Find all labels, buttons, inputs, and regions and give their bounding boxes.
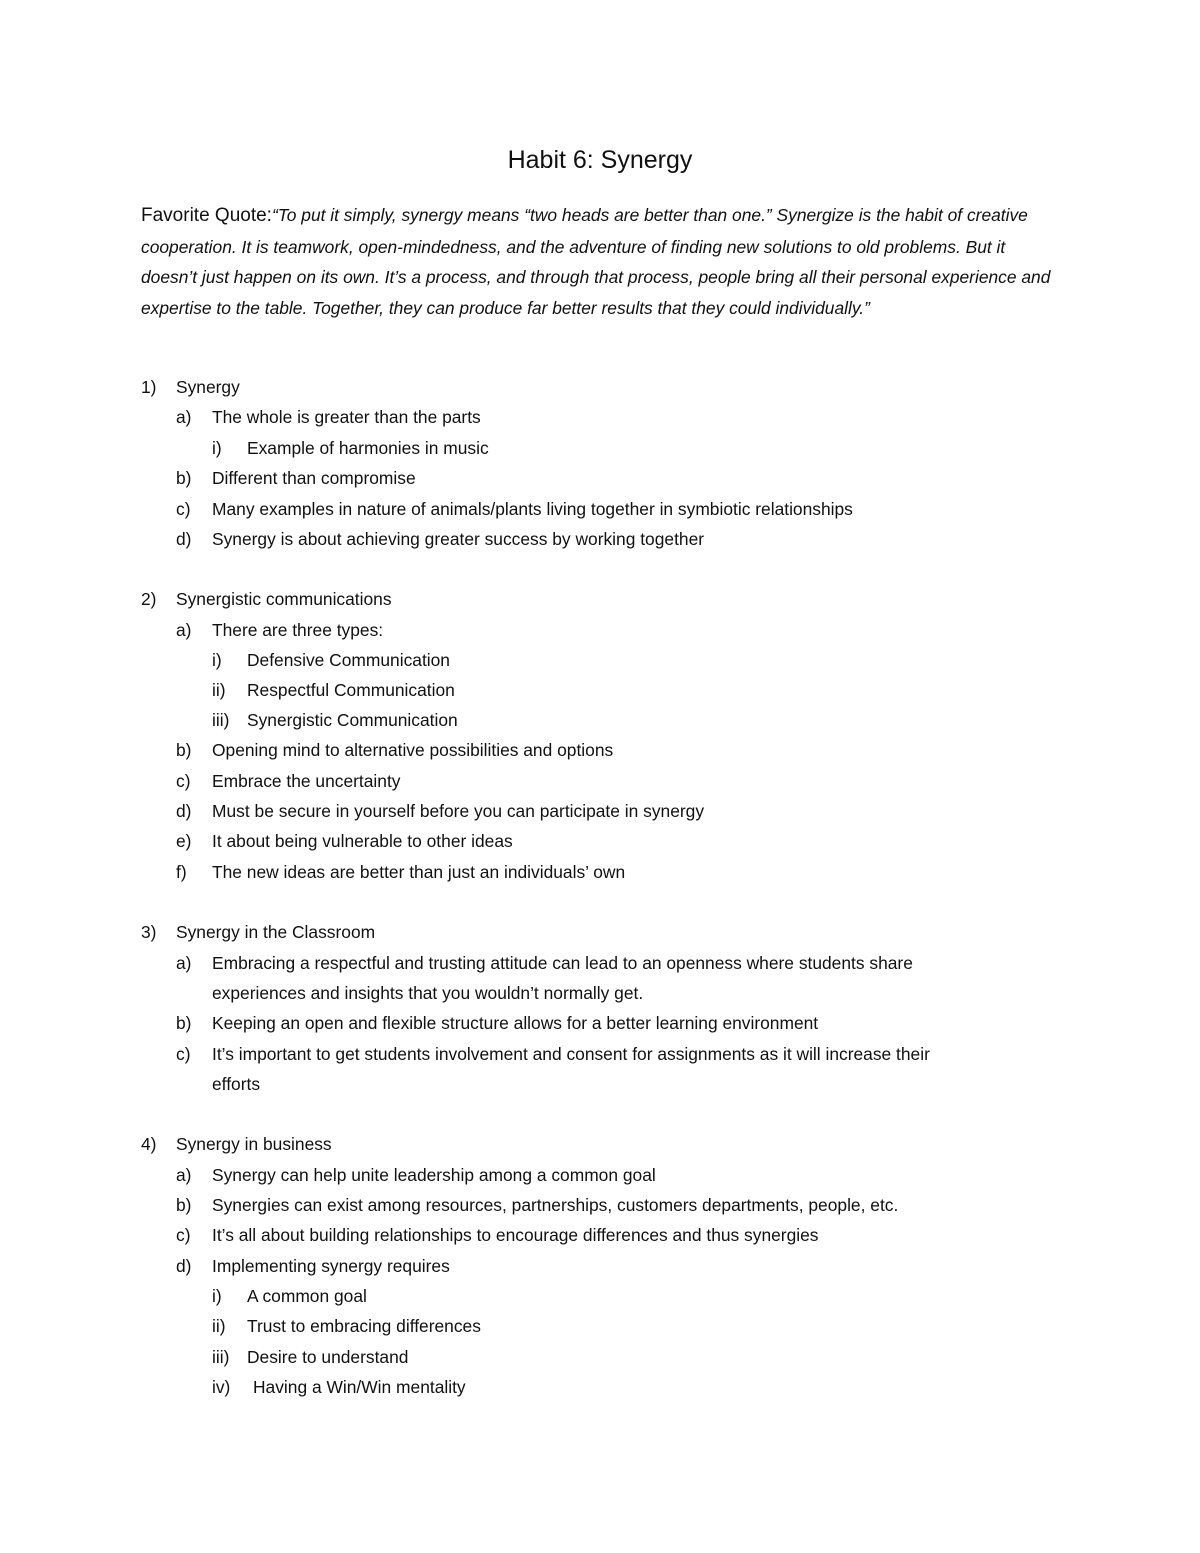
list-item-label: c) [176,499,191,519]
sub-list-item-label: iii) [212,710,230,730]
list-item-label: c) [176,1044,191,1064]
sub-list-item-text: A common goal [247,1286,367,1306]
list-item-text: Synergy is about achieving greater success by working together [212,529,705,549]
section-title: Synergy [176,377,240,397]
quote-label: Favorite Quote: [141,205,272,226]
sub-list-item-label: ii) [212,680,226,700]
list-item-text: Many examples in nature of animals/plants living together in symbiotic relationships [212,499,853,519]
list-item-label: d) [176,529,192,549]
favorite-quote [141,200,1066,323]
sub-list-item-text: Respectful Communication [247,680,455,700]
list-item-label: b) [176,740,192,760]
list-item-label: e) [176,831,192,851]
list-item-label: b) [176,468,192,488]
section-number: 2) [141,589,157,609]
list-item-label: c) [176,1225,191,1245]
list-item-label: f) [176,862,187,882]
list-item-text: It’s all about building relationships to encourage differences and thus synergies [212,1225,819,1245]
list-item-text: It’s important to get students involvement and consent for assignments as it will increase their [212,1044,930,1064]
section-number: 1) [141,377,157,397]
list-item-continuation: experiences and insights that you wouldn’t normally get. [212,983,644,1003]
sub-list-item-label: i) [212,1286,222,1306]
section-title: Synergy in the Classroom [176,922,376,942]
sub-list-item-text: Desire to understand [247,1347,409,1367]
list-item-label: a) [176,620,192,640]
list-item-text: The new ideas are better than just an individuals’ own [212,862,626,882]
section-number: 3) [141,922,157,942]
sub-list-item-text: Example of harmonies in music [247,438,489,458]
page-title: Habit 6: Synergy [507,146,693,174]
list-item-label: c) [176,771,191,791]
sub-list-item-text: Having a Win/Win mentality [253,1377,466,1397]
list-item-text: Opening mind to alternative possibilities and options [212,740,614,760]
list-item-text: Embrace the uncertainty [212,771,401,791]
list-item-text: Embracing a respectful and trusting attitude can lead to an openness where students share [212,953,913,973]
list-item-text: There are three types: [212,620,384,640]
list-item-label: d) [176,801,192,821]
sub-list-item-label: i) [212,438,222,458]
quote-text: “To put it simply, synergy means “two heads are better than one.” Synergize is the habit of creative cooperation. It is teamwork, open-mindedness, and the adventure of finding new solutions to old problems. But it doesn’t just happen on its own. It’s a process, and through that process, people bring all their personal experience and expertise to the table. Together, they can produce far better results that they could individually.” [141,205,1051,318]
list-item-continuation: efforts [212,1074,261,1094]
list-item-label: d) [176,1256,192,1276]
list-item-text: The whole is greater than the parts [212,407,481,427]
list-item-text: It about being vulnerable to other ideas [212,831,513,851]
list-item-label: a) [176,1165,192,1185]
list-item-text: Different than compromise [212,468,416,488]
list-item-text: Implementing synergy requires [212,1256,450,1276]
sub-list-item-label: iii) [212,1347,230,1367]
list-item-text: Synergy can help unite leadership among a common goal [212,1165,656,1185]
list-item-label: b) [176,1013,192,1033]
sub-list-item-label: iv) [212,1377,231,1397]
sub-list-item-text: Synergistic Communication [247,710,458,730]
list-item-text: Synergies can exist among resources, partnerships, customers departments, people, etc. [212,1195,899,1215]
list-item-text: Keeping an open and flexible structure allows for a better learning environment [212,1013,819,1033]
sub-list-item-text: Defensive Communication [247,650,450,670]
section-title: Synergy in business [176,1134,332,1154]
sub-list-item-label: i) [212,650,222,670]
list-item-label: a) [176,407,192,427]
list-item-label: a) [176,953,192,973]
section-title: Synergistic communications [176,589,392,609]
section-number: 4) [141,1134,157,1154]
list-item-label: b) [176,1195,192,1215]
list-item-text: Must be secure in yourself before you can participate in synergy [212,801,705,821]
sub-list-item-text: Trust to embracing differences [247,1316,481,1336]
sub-list-item-label: ii) [212,1316,226,1336]
